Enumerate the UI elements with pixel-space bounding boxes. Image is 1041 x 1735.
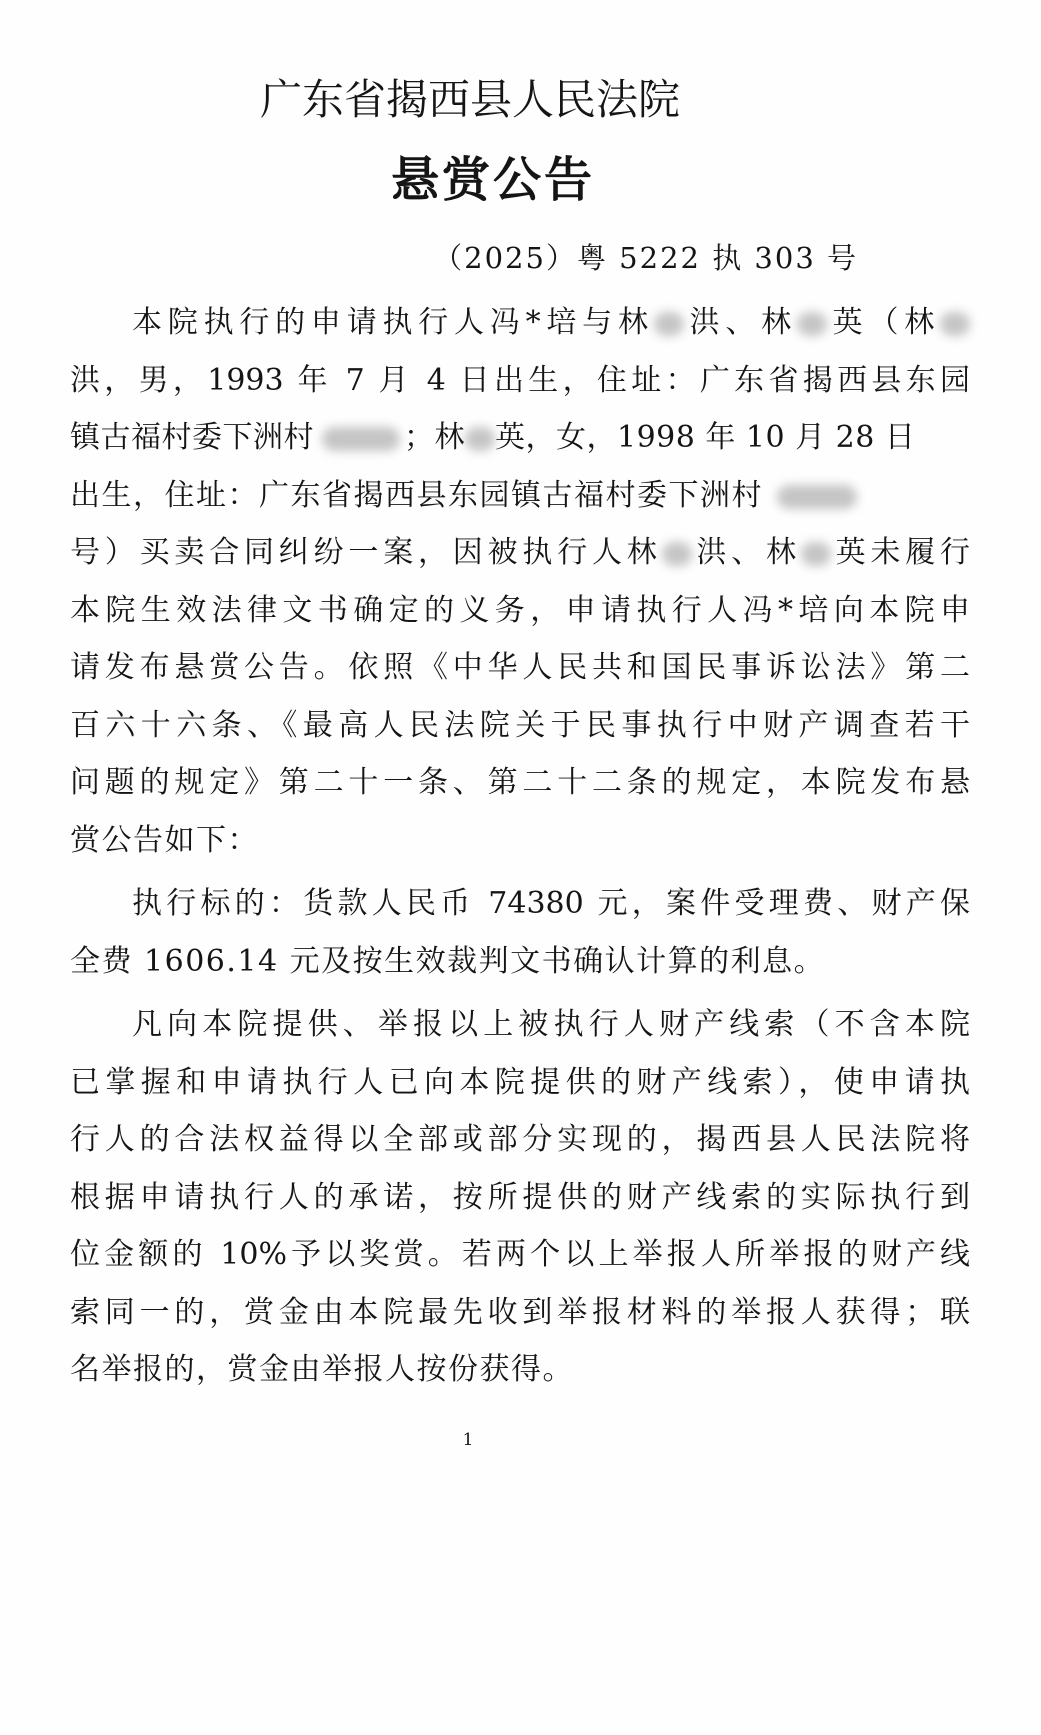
court-name: 广东省揭西县人民法院	[259, 75, 680, 124]
text-segment: 位金额的 10%予以奖赏。若两个以上举报人所举报的财产线	[70, 1237, 970, 1272]
text-segment: 本院生效法律文书确定的义务，申请执行人冯*培向本院申	[70, 592, 970, 628]
text-segment: 赏公告如下：	[70, 822, 259, 858]
text-segment: 洪，男，1993 年 7 月 4 日出生，住址：广东省揭西县东园	[70, 362, 970, 398]
text-line	[70, 1284, 970, 1342]
text-line	[70, 1054, 970, 1112]
paragraph-enforcement-target	[70, 875, 970, 990]
text-segment: 行人的合法权益得以全部或部分实现的，揭西县人民法院将	[70, 1122, 970, 1157]
text-line	[70, 1226, 970, 1284]
redacted-text	[801, 542, 831, 566]
text-line	[70, 1341, 970, 1399]
text-segment: 号）买卖合同纠纷一案，因被执行人林	[70, 535, 662, 570]
text-line	[70, 812, 970, 870]
text-line	[70, 996, 970, 1054]
text-line	[70, 754, 970, 812]
text-line	[70, 524, 970, 582]
text-line	[70, 1111, 970, 1169]
text-segment: 问题的规定》第二十一条、第二十二条的规定，本院发布悬	[70, 765, 970, 800]
text-segment: 全费 1606.14 元及按生效裁判文书确认计算的利息。	[70, 943, 826, 979]
text-line	[70, 639, 970, 697]
text-segment: ；林	[404, 420, 465, 455]
redacted-text	[465, 427, 495, 451]
text-segment: 根据申请执行人的承诺，按所提供的财产线索的实际执行到	[70, 1179, 970, 1215]
redacted-text	[797, 312, 827, 336]
text-line	[70, 294, 970, 352]
text-segment: 索同一的，赏金由本院最先收到举报材料的举报人获得；联	[70, 1294, 970, 1330]
paragraph-case-background	[70, 294, 970, 869]
notice-title: 悬赏公告	[390, 152, 595, 208]
text-segment: 请发布悬赏公告。依照《中华人民共和国民事诉讼法》第二	[70, 650, 970, 685]
text-segment: 洪、林	[683, 305, 797, 340]
text-segment: 执行标的：货款人民币 74380 元，案件受理费、财产保	[132, 886, 970, 921]
text-segment: 本院执行的申请执行人冯*培与林	[132, 305, 654, 340]
paragraph-reward-terms	[70, 996, 970, 1399]
text-line	[70, 582, 970, 640]
text-segment: 百六十六条、《最高人民法院关于民事执行中财产调查若干	[70, 707, 970, 743]
text-segment: 洪、林	[691, 535, 801, 570]
redacted-text	[777, 485, 857, 509]
text-segment: 名举报的，赏金由举报人按份获得。	[70, 1352, 574, 1387]
redacted-text	[940, 312, 970, 336]
text-segment: 英未履行	[830, 535, 971, 570]
text-line	[70, 875, 970, 933]
text-segment: 英（林	[826, 305, 941, 340]
text-segment: 出生，住址：广东省揭西县东园镇古福村委下洲村	[70, 477, 763, 513]
text-line	[70, 1169, 970, 1227]
text-line	[70, 409, 970, 467]
text-line	[70, 933, 970, 991]
page-number: 1	[462, 1430, 474, 1450]
case-number: （2025）粤 5222 执 303 号	[433, 241, 858, 275]
text-segment: 英，女，1998 年 10 月 28 日	[495, 420, 916, 455]
text-segment: 已掌握和申请执行人已向本院提供的财产线索），使申请执	[70, 1064, 970, 1100]
redacted-text	[322, 427, 400, 451]
redacted-text	[654, 312, 684, 336]
text-segment: 凡向本院提供、举报以上被执行人财产线索（不含本院	[132, 1007, 970, 1042]
redacted-text	[662, 542, 692, 566]
text-line	[70, 697, 970, 755]
text-segment: 镇古福村委下洲村	[70, 420, 314, 455]
text-line	[70, 352, 970, 410]
text-line	[70, 467, 970, 525]
notice-body	[70, 294, 970, 1399]
